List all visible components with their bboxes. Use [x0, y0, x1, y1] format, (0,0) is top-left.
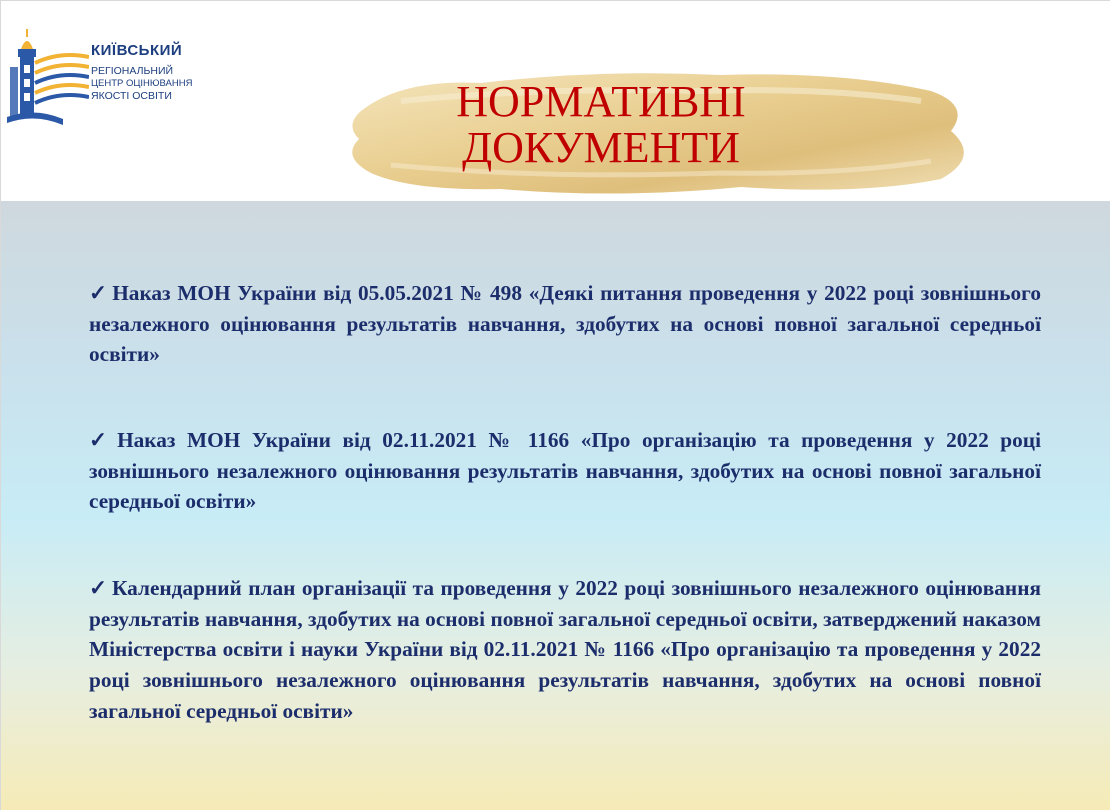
document-item-text: Наказ МОН України від 02.11.2021 № 1166 «Про організацію та проведення у 2022 році зовнішнього незалежного оцінювання результатів навчання, здобутих на основі повної загальної середньої освіти» [89, 428, 1041, 514]
title-line-1: НОРМАТИВНІ [456, 77, 746, 126]
document-item-3 [89, 573, 1041, 727]
logo [5, 23, 205, 133]
document-item-text: Календарний план організації та проведення у 2022 році зовнішнього незалежного оцінювання результатів навчання, здобутих на основі повної загальної середньої освіти, затверджений наказом Міністерства освіти і науки України від 02.11.2021 № 1166 «Про організацію та проведення у 2022 році зовнішнього незалежного оцінювання результатів навчання, здобутих на основі повної загальної середньої освіти» [89, 576, 1041, 723]
logo-line-4: ЯКОСТІ ОСВІТИ [91, 89, 172, 102]
title-line-2: ДОКУМЕНТИ [462, 123, 740, 172]
logo-emblem-icon [5, 23, 89, 133]
logo-line-1: КИЇВСЬКИЙ [91, 42, 183, 59]
page-title [401, 79, 801, 171]
logo-text [91, 43, 192, 102]
check-icon: ✓ [89, 428, 114, 452]
check-icon: ✓ [89, 281, 109, 305]
document-item-1 [89, 278, 1041, 370]
logo-line-2: РЕГІОНАЛЬНИЙ [91, 64, 174, 77]
logo-line-3: ЦЕНТР ОЦІНЮВАННЯ [91, 77, 193, 89]
document-item-text: Наказ МОН України від 05.05.2021 № 498 «Деякі питання проведення у 2022 році зовнішнього незалежного оцінювання результатів навчання, здобутих на основі повної загальної середньої освіти» [89, 281, 1041, 367]
document-item-2 [89, 425, 1041, 517]
check-icon: ✓ [89, 576, 109, 600]
